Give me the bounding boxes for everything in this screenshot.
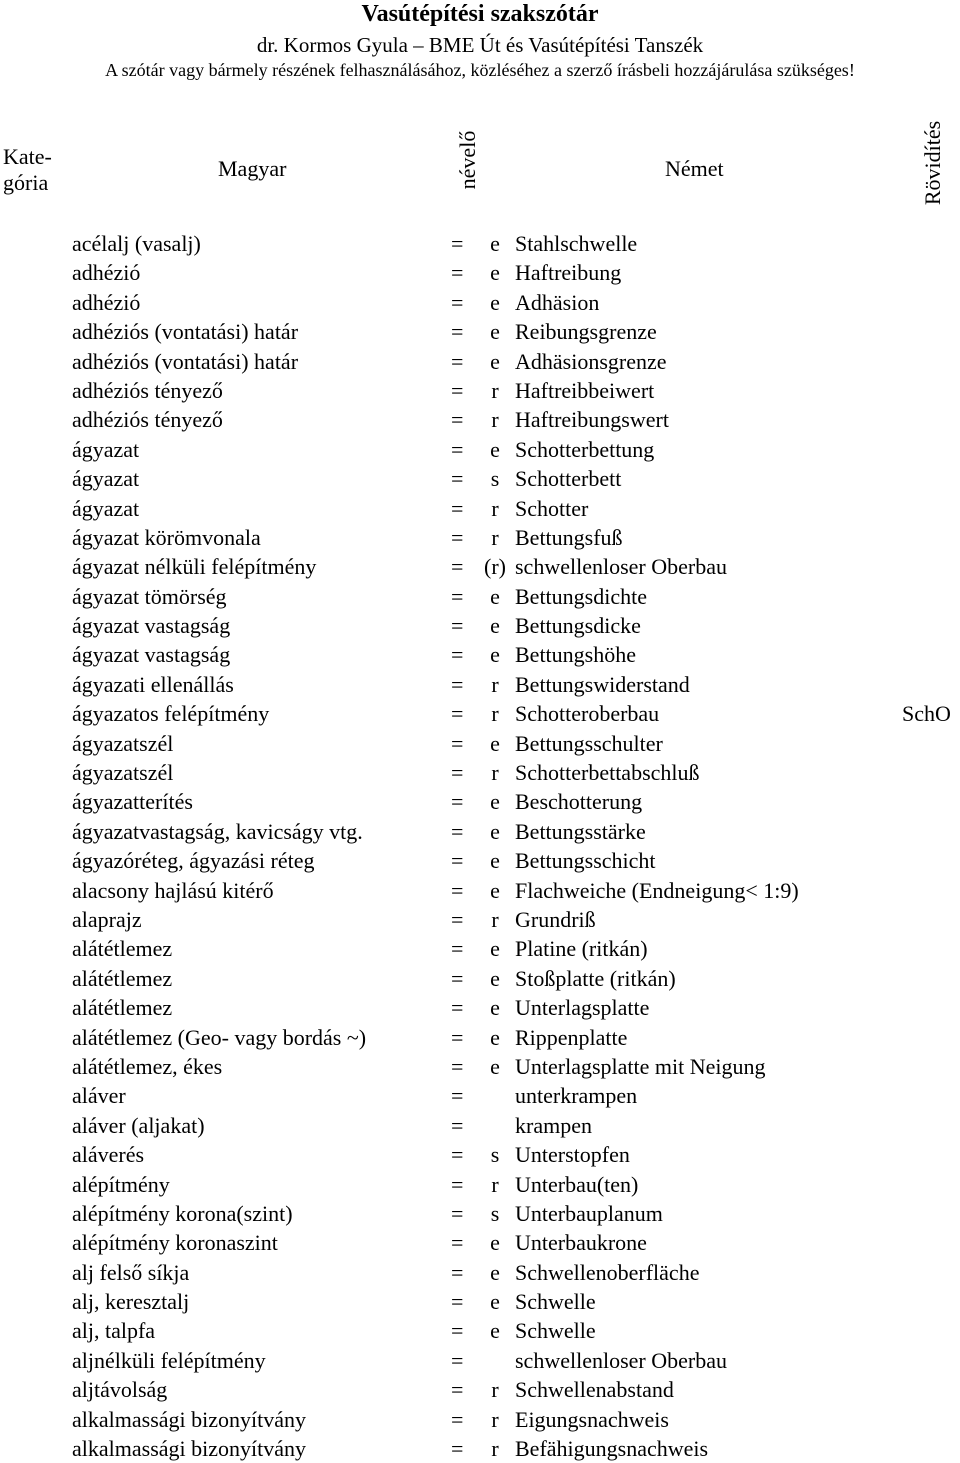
equals-sign: =	[451, 1377, 464, 1403]
german-article: r	[491, 1377, 499, 1403]
table-row	[0, 552, 960, 581]
copyright-notice: A szótár vagy bármely részének felhasználásához, közléséhez a szerző írásbeli hozzájárulása szükséges!	[105, 60, 855, 80]
hungarian-term: aljnélküli felépítmény	[72, 1347, 266, 1373]
column-header-nemet: Német	[665, 156, 724, 181]
column-header-kategoria-line1: Kate-	[3, 144, 52, 169]
equals-sign: =	[451, 995, 464, 1021]
equals-sign: =	[451, 1259, 464, 1285]
equals-sign: =	[451, 1053, 464, 1079]
german-term: Unterlagsplatte	[515, 995, 650, 1021]
german-term: Stoßplatte (ritkán)	[515, 965, 676, 991]
equals-sign: =	[451, 1142, 464, 1168]
table-row	[0, 1228, 960, 1257]
german-article: e	[490, 848, 500, 874]
equals-sign: =	[451, 818, 464, 844]
hungarian-term: ágyazat vastagság	[72, 613, 231, 639]
hungarian-term: alátétlemez	[72, 965, 173, 991]
hungarian-term: alépítmény	[72, 1171, 170, 1197]
table-row	[0, 934, 960, 963]
german-term: Schwellenoberfläche	[515, 1259, 700, 1285]
table-row	[0, 523, 960, 552]
column-header-rovidites: Rövidítés	[920, 120, 945, 206]
equals-sign: =	[451, 877, 464, 903]
hungarian-term: adhézió	[72, 260, 141, 286]
german-article: e	[490, 730, 500, 756]
german-article: s	[490, 466, 500, 492]
hungarian-term: ágyazat vastagság	[72, 642, 231, 668]
hungarian-term: aljtávolság	[72, 1377, 168, 1403]
hungarian-term: adhézió	[72, 289, 141, 315]
table-row	[0, 729, 960, 758]
table-row	[0, 817, 960, 846]
equals-sign: =	[451, 701, 464, 727]
table-row	[0, 1081, 960, 1110]
hungarian-term: ágyazatszél	[72, 760, 174, 786]
german-article: e	[490, 965, 500, 991]
hungarian-term: alj, keresztalj	[72, 1289, 190, 1315]
german-term: Beschotterung	[515, 789, 643, 815]
table-row	[0, 582, 960, 611]
hungarian-term: alépítmény koronaszint	[72, 1230, 278, 1256]
table-row	[0, 1170, 960, 1199]
german-article: e	[490, 995, 500, 1021]
german-article: e	[490, 289, 500, 315]
german-term: Unterlagsplatte mit Neigung	[515, 1053, 766, 1079]
equals-sign: =	[451, 436, 464, 462]
german-article: e	[490, 1318, 500, 1344]
german-term: Flachweiche (Endneigung< 1:9)	[515, 877, 799, 903]
german-term: Schotterbett	[515, 466, 622, 492]
table-row	[0, 611, 960, 640]
german-term: Bettungsfuß	[515, 524, 623, 550]
table-row	[0, 876, 960, 905]
table-row	[0, 435, 960, 464]
table-row	[0, 229, 960, 258]
german-term: Schotter	[515, 495, 589, 521]
german-article: e	[490, 260, 500, 286]
german-term: Bettungsdicke	[515, 613, 641, 639]
german-article: r	[491, 1406, 499, 1432]
german-article: e	[490, 1289, 500, 1315]
german-article: (r)	[484, 554, 506, 580]
hungarian-term: alkalmassági bizonyítvány	[72, 1436, 306, 1462]
table-row	[0, 494, 960, 523]
hungarian-term: adhéziós (vontatási) határ	[72, 319, 299, 345]
hungarian-term: alaprajz	[72, 906, 142, 932]
table-row	[0, 846, 960, 875]
german-term: Bettungsdichte	[515, 583, 647, 609]
equals-sign: =	[451, 377, 464, 403]
hungarian-term: alj, talpfa	[72, 1318, 156, 1344]
equals-sign: =	[451, 1289, 464, 1315]
table-row	[0, 1375, 960, 1404]
equals-sign: =	[451, 466, 464, 492]
hungarian-term: ágyazatvastagság, kavicságy vtg.	[72, 818, 363, 844]
equals-sign: =	[451, 289, 464, 315]
table-row	[0, 1346, 960, 1375]
german-term: Schwelle	[515, 1289, 596, 1315]
table-row	[0, 258, 960, 287]
table-row	[0, 1111, 960, 1140]
german-article: r	[491, 377, 499, 403]
german-term: Schwelle	[515, 1318, 596, 1344]
table-row	[0, 1199, 960, 1228]
equals-sign: =	[451, 407, 464, 433]
table-row	[0, 964, 960, 993]
column-header-nevelo: névelő	[455, 130, 480, 190]
german-term: Befähigungsnachweis	[515, 1436, 709, 1462]
table-row	[0, 1140, 960, 1169]
table-row	[0, 405, 960, 434]
hungarian-term: ágyazati ellenállás	[72, 671, 234, 697]
equals-sign: =	[451, 1318, 464, 1344]
hungarian-term: alátétlemez	[72, 936, 173, 962]
german-article: e	[490, 613, 500, 639]
abbreviation: SchO	[902, 701, 951, 727]
german-term: schwellenloser Oberbau	[515, 554, 727, 580]
german-term: Adhäsionsgrenze	[515, 348, 667, 374]
german-article: e	[490, 1259, 500, 1285]
equals-sign: =	[451, 848, 464, 874]
german-term: Unterstopfen	[515, 1142, 630, 1168]
equals-sign: =	[451, 1347, 464, 1373]
german-term: Schotteroberbau	[515, 701, 660, 727]
german-article: e	[490, 1053, 500, 1079]
german-article: e	[490, 348, 500, 374]
german-article: e	[490, 1024, 500, 1050]
german-term: Bettungswiderstand	[515, 671, 690, 697]
german-article: e	[490, 936, 500, 962]
hungarian-term: alépítmény korona(szint)	[72, 1200, 293, 1226]
german-article: e	[490, 877, 500, 903]
german-term: Eigungsnachweis	[515, 1406, 669, 1432]
german-term: krampen	[515, 1112, 592, 1138]
german-article: e	[490, 818, 500, 844]
german-term: Schotterbettung	[515, 436, 655, 462]
hungarian-term: alkalmassági bizonyítvány	[72, 1406, 306, 1432]
table-row	[0, 1316, 960, 1345]
table-row	[0, 787, 960, 816]
german-term: schwellenloser Oberbau	[515, 1347, 727, 1373]
equals-sign: =	[451, 1112, 464, 1138]
table-row	[0, 640, 960, 669]
table-row	[0, 288, 960, 317]
hungarian-term: adhéziós tényező	[72, 407, 223, 433]
german-term: Reibungsgrenze	[515, 319, 657, 345]
dictionary-table	[0, 229, 960, 1463]
table-row	[0, 1023, 960, 1052]
german-article: e	[490, 436, 500, 462]
german-term: Stahlschwelle	[515, 231, 638, 256]
equals-sign: =	[451, 936, 464, 962]
german-article: r	[491, 701, 499, 727]
hungarian-term: ágyazat nélküli felépítmény	[72, 554, 317, 580]
column-header-kategoria	[3, 144, 52, 196]
table-row	[0, 1405, 960, 1434]
table-row	[0, 317, 960, 346]
hungarian-term: adhéziós (vontatási) határ	[72, 348, 299, 374]
german-article: e	[490, 789, 500, 815]
german-term: Schwellenabstand	[515, 1377, 674, 1403]
german-article: r	[491, 760, 499, 786]
equals-sign: =	[451, 613, 464, 639]
hungarian-term: ágyazat	[72, 495, 140, 521]
german-article: e	[490, 642, 500, 668]
equals-sign: =	[451, 348, 464, 374]
equals-sign: =	[451, 760, 464, 786]
german-article: s	[490, 1200, 500, 1226]
german-term: Grundriß	[515, 906, 596, 932]
hungarian-term: alátétlemez, ékes	[72, 1053, 223, 1079]
equals-sign: =	[451, 671, 464, 697]
equals-sign: =	[451, 1024, 464, 1050]
equals-sign: =	[451, 1171, 464, 1197]
equals-sign: =	[451, 789, 464, 815]
german-term: Bettungsschulter	[515, 730, 663, 756]
table-row	[0, 1052, 960, 1081]
hungarian-term: ágyazatterítés	[72, 789, 193, 815]
german-article: e	[490, 231, 500, 256]
german-article: e	[490, 319, 500, 345]
german-term: Bettungsstärke	[515, 818, 646, 844]
german-term: Haftreibung	[515, 260, 622, 286]
hungarian-term: ágyazatszél	[72, 730, 174, 756]
table-row	[0, 376, 960, 405]
hungarian-term: adhéziós tényező	[72, 377, 223, 403]
hungarian-term: aláver (aljakat)	[72, 1112, 205, 1138]
german-term: Bettungsschicht	[515, 848, 656, 874]
german-term: Adhäsion	[515, 289, 600, 315]
table-row	[0, 699, 960, 728]
equals-sign: =	[451, 554, 464, 580]
german-article: r	[491, 1171, 499, 1197]
hungarian-term: ágyazat	[72, 466, 140, 492]
equals-sign: =	[451, 231, 464, 256]
equals-sign: =	[451, 524, 464, 550]
equals-sign: =	[451, 260, 464, 286]
equals-sign: =	[451, 730, 464, 756]
equals-sign: =	[451, 1230, 464, 1256]
table-row	[0, 905, 960, 934]
hungarian-term: ágyazóréteg, ágyazási réteg	[72, 848, 315, 874]
hungarian-term: alj felső síkja	[72, 1259, 190, 1285]
german-article: r	[491, 906, 499, 932]
hungarian-term: ágyazat tömörség	[72, 583, 227, 609]
equals-sign: =	[451, 1200, 464, 1226]
german-article: e	[490, 1230, 500, 1256]
hungarian-term: ágyazat körömvonala	[72, 524, 261, 550]
german-article: r	[491, 671, 499, 697]
table-row	[0, 670, 960, 699]
german-term: Rippenplatte	[515, 1024, 628, 1050]
german-article: e	[490, 583, 500, 609]
equals-sign: =	[451, 583, 464, 609]
equals-sign: =	[451, 319, 464, 345]
table-row	[0, 993, 960, 1022]
author-line: dr. Kormos Gyula – BME Út és Vasútépítési Tanszék	[256, 33, 704, 57]
table-row	[0, 1258, 960, 1287]
hungarian-term: alacsony hajlású kitérő	[72, 877, 274, 903]
german-term: unterkrampen	[515, 1083, 638, 1109]
table-row	[0, 347, 960, 376]
hungarian-term: aláver	[72, 1083, 126, 1109]
equals-sign: =	[451, 1406, 464, 1432]
table-row	[0, 464, 960, 493]
table-row	[0, 758, 960, 787]
document-title: Vasútépítési szakszótár	[361, 1, 599, 27]
equals-sign: =	[451, 906, 464, 932]
german-article: r	[491, 524, 499, 550]
hungarian-term: alátétlemez (Geo- vagy bordás ~)	[72, 1024, 367, 1050]
equals-sign: =	[451, 1083, 464, 1109]
german-term: Unterbaukrone	[515, 1230, 647, 1256]
german-term: Unterbau(ten)	[515, 1171, 639, 1197]
german-article: s	[490, 1142, 500, 1168]
table-row	[0, 1287, 960, 1316]
german-term: Unterbauplanum	[515, 1200, 663, 1226]
german-article: r	[491, 495, 499, 521]
german-article: r	[491, 1436, 499, 1462]
german-term: Schotterbettabschluß	[515, 760, 700, 786]
column-header-kategoria-line2: gória	[3, 170, 49, 195]
hungarian-term: ágyazatos felépítmény	[72, 701, 270, 727]
column-header-magyar: Magyar	[218, 156, 287, 181]
german-term: Haftreibbeiwert	[515, 377, 655, 403]
equals-sign: =	[451, 1436, 464, 1462]
hungarian-term: ágyazat	[72, 436, 140, 462]
german-term: Bettungshöhe	[515, 642, 636, 668]
equals-sign: =	[451, 642, 464, 668]
german-term: Platine (ritkán)	[515, 936, 648, 962]
hungarian-term: alátétlemez	[72, 995, 173, 1021]
table-row	[0, 1434, 960, 1463]
equals-sign: =	[451, 965, 464, 991]
german-article: r	[491, 407, 499, 433]
hungarian-term: aláverés	[72, 1142, 145, 1168]
equals-sign: =	[451, 495, 464, 521]
german-term: Haftreibungswert	[515, 407, 669, 433]
hungarian-term: acélalj (vasalj)	[72, 231, 201, 256]
